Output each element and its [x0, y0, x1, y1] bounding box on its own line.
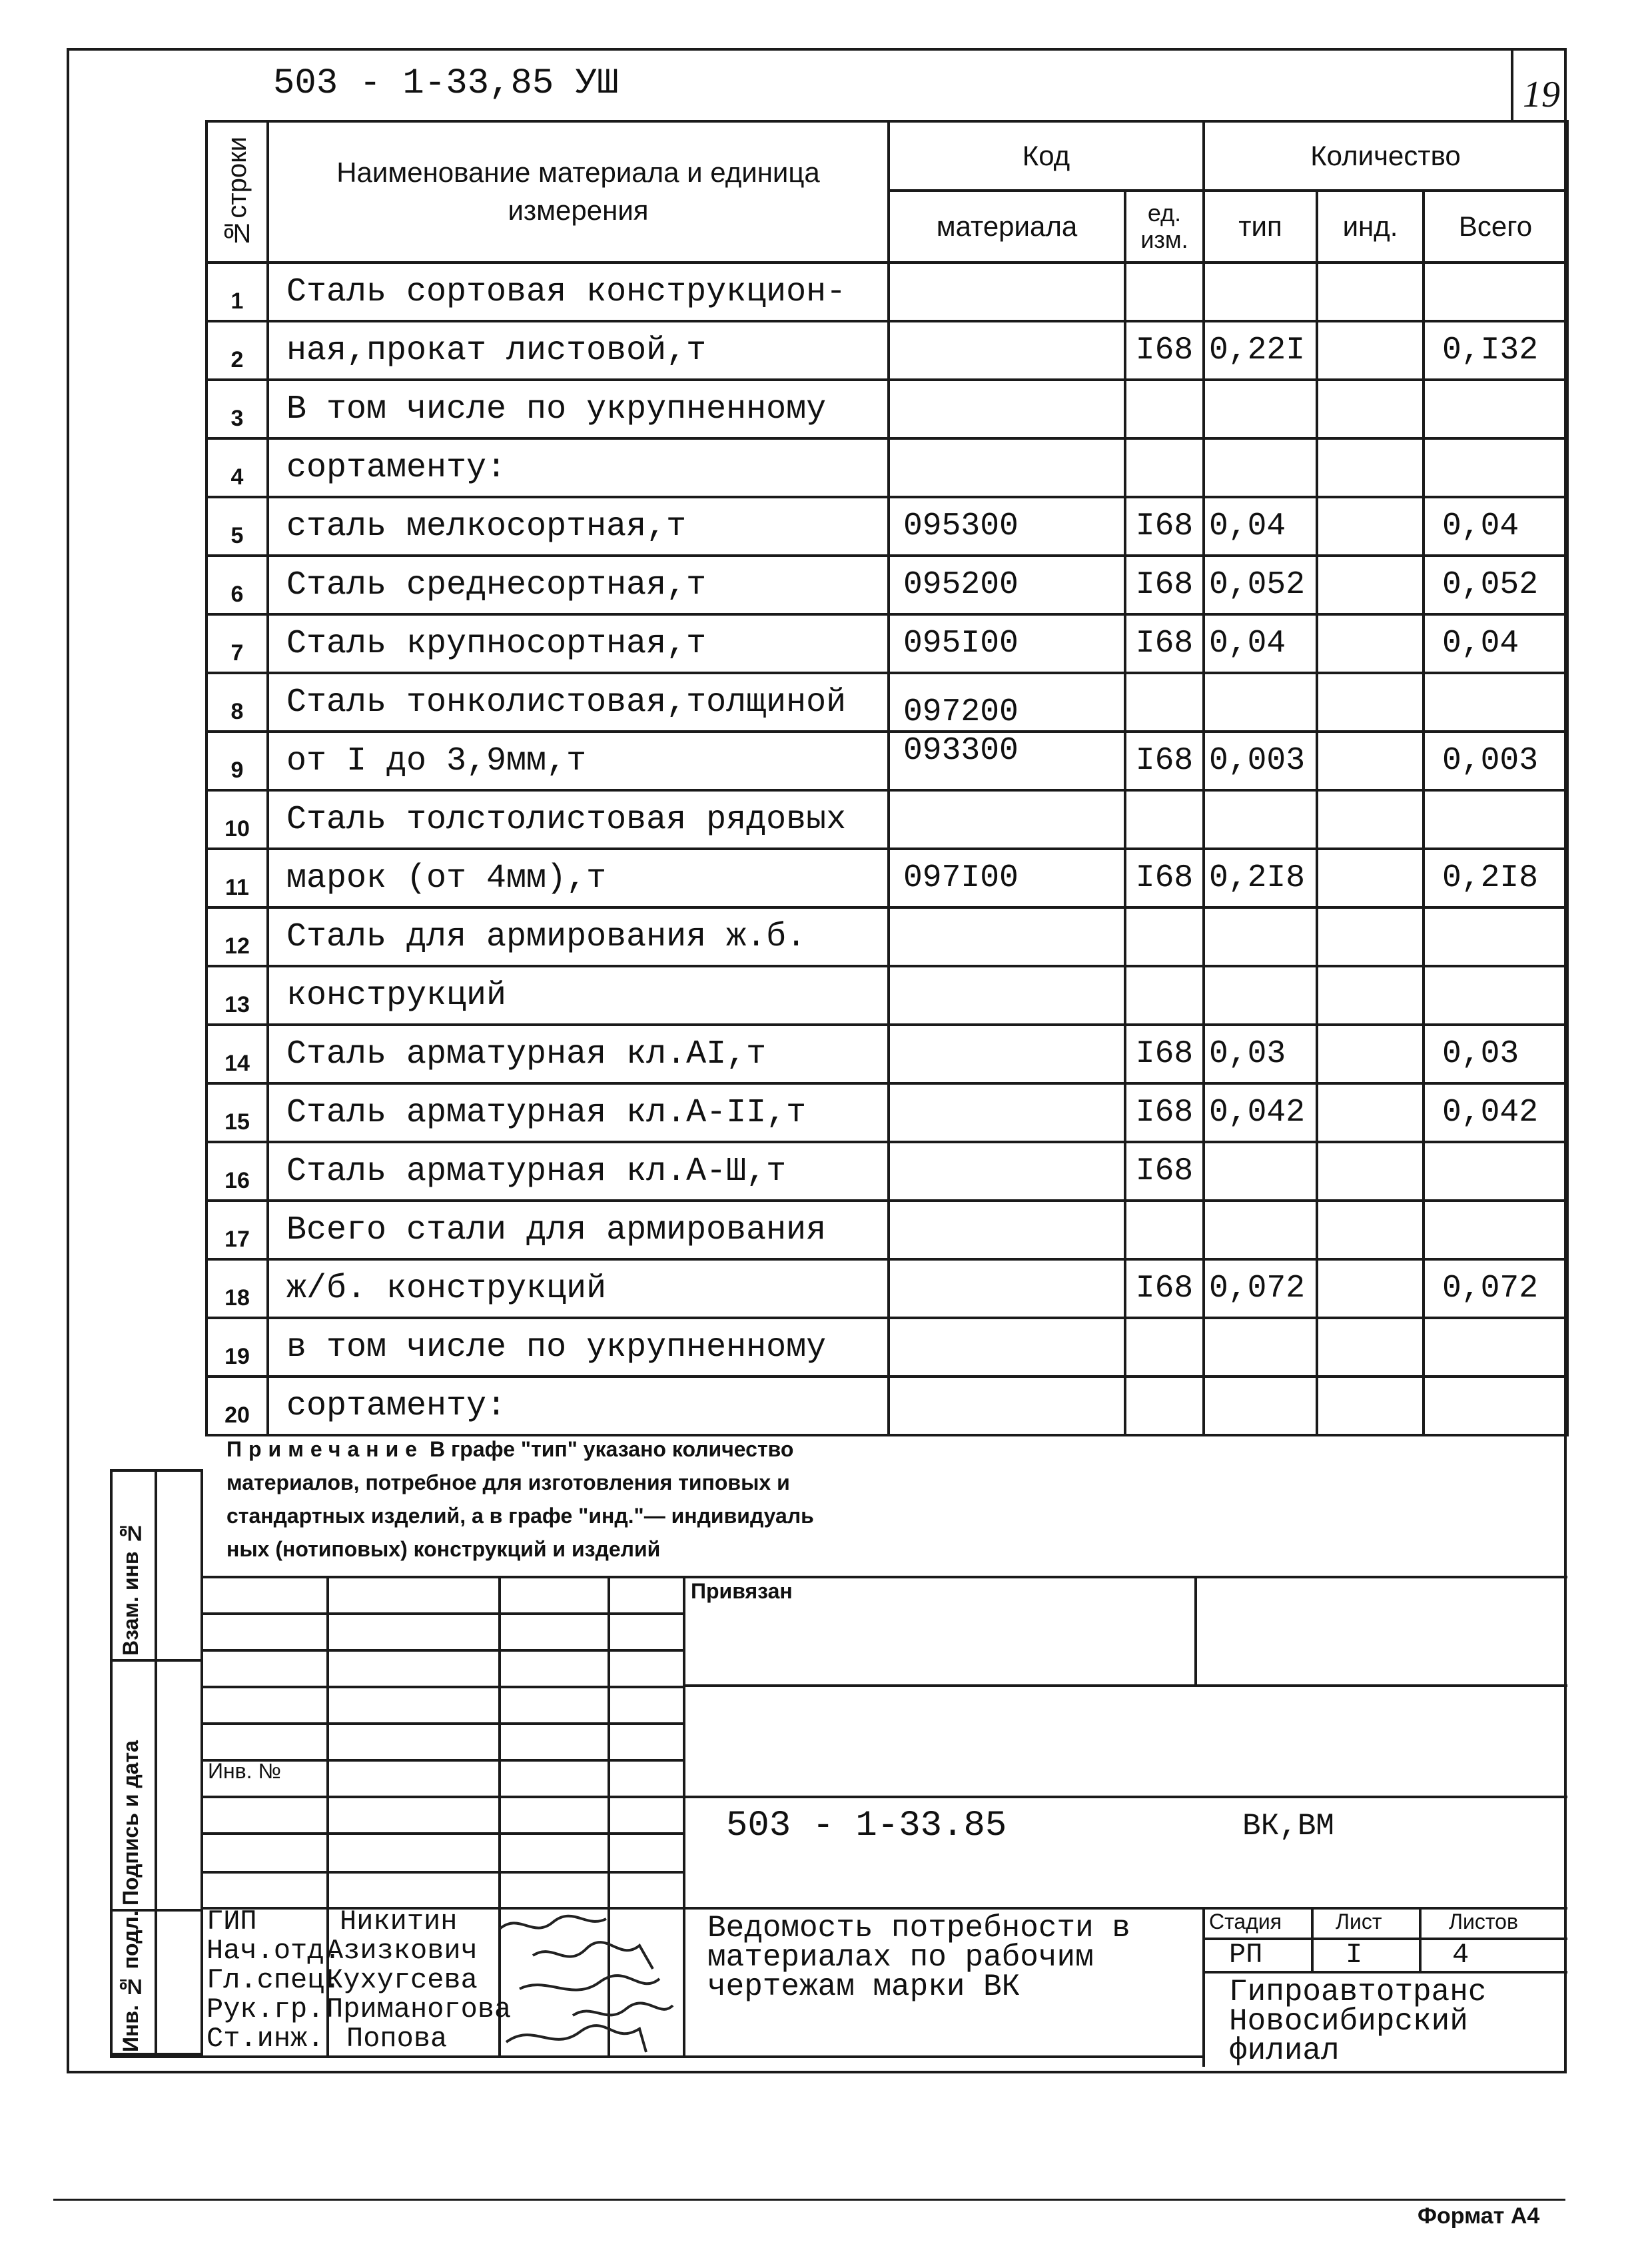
privyazan-label: Привязан	[691, 1579, 793, 1603]
material-code: 097200	[889, 673, 1125, 732]
table-row	[206, 1083, 1567, 1142]
material-name: ж/б. конструкций	[268, 1259, 889, 1318]
material-code: 093300	[889, 732, 1125, 790]
qty-type: 0,072	[1204, 1259, 1317, 1318]
qty-ind	[1317, 263, 1424, 321]
inv-no-label: Инв. №	[208, 1759, 281, 1783]
row-number: 7	[206, 614, 268, 673]
qty-total	[1424, 263, 1567, 321]
qty-ind	[1317, 790, 1424, 849]
unit-code: I68	[1125, 849, 1204, 907]
qty-type	[1204, 1318, 1317, 1377]
materials-table	[205, 120, 1569, 1436]
unit-code: I68	[1125, 497, 1204, 556]
table-row	[206, 614, 1567, 673]
title-doc-code: 503 - 1-33.85	[726, 1806, 1007, 1846]
qty-total	[1424, 380, 1567, 438]
signer-role-3: Гл.спец.	[206, 1964, 341, 1996]
table-row	[206, 1377, 1567, 1435]
header-code-material: материала	[889, 191, 1125, 263]
material-code	[889, 1259, 1125, 1318]
material-code	[889, 1142, 1125, 1201]
qty-total	[1424, 966, 1567, 1025]
qty-type: 0,04	[1204, 614, 1317, 673]
material-name: конструкций	[268, 966, 889, 1025]
side-label-vzam: Взам. инв №	[119, 1521, 143, 1656]
unit-code	[1125, 1201, 1204, 1259]
sheet-value: I	[1346, 1939, 1363, 1971]
title-marks: ВК,ВМ	[1242, 1809, 1335, 1844]
row-number: 10	[206, 790, 268, 849]
qty-ind	[1317, 673, 1424, 732]
table-row	[206, 732, 1567, 790]
sheets-label: Листов	[1449, 1910, 1518, 1934]
doc-title-line-1: Ведомость потребности в	[707, 1911, 1130, 1946]
signer-name-1: Никитин	[340, 1906, 458, 1938]
material-code	[889, 1377, 1125, 1435]
note-line-2: материалов, потребное для изготовления типовых и	[226, 1470, 790, 1494]
qty-ind	[1317, 1142, 1424, 1201]
tb-line	[203, 1796, 1567, 1798]
material-name: сортаменту:	[268, 1377, 889, 1435]
table-row	[206, 556, 1567, 614]
unit-code	[1125, 790, 1204, 849]
material-name: Сталь среднесортная,т	[268, 556, 889, 614]
qty-type: 0,22I	[1204, 321, 1317, 380]
table-row	[206, 1318, 1567, 1377]
qty-type	[1204, 380, 1317, 438]
material-code	[889, 966, 1125, 1025]
qty-type	[1204, 790, 1317, 849]
tb-line	[683, 1684, 1567, 1687]
header-code: Код	[889, 121, 1204, 191]
table-row	[206, 321, 1567, 380]
row-number: 3	[206, 380, 268, 438]
note-line-3: стандартных изделий, а в графе "инд."— индивидуаль	[226, 1504, 814, 1528]
qty-ind	[1317, 1201, 1424, 1259]
qty-total: 0,042	[1424, 1083, 1567, 1142]
qty-type	[1204, 263, 1317, 321]
row-number: 12	[206, 907, 268, 966]
table-row	[206, 1259, 1567, 1318]
unit-code	[1125, 673, 1204, 732]
qty-ind	[1317, 614, 1424, 673]
material-code	[889, 1318, 1125, 1377]
qty-type	[1204, 438, 1317, 497]
tb-line	[203, 1612, 683, 1615]
qty-total	[1424, 1201, 1567, 1259]
material-name: Сталь крупносортная,т	[268, 614, 889, 673]
row-number: 20	[206, 1377, 268, 1435]
qty-total	[1424, 673, 1567, 732]
material-code: 095200	[889, 556, 1125, 614]
qty-total	[1424, 1377, 1567, 1435]
side-label-inv-podl: Инв. № подл.	[119, 1910, 143, 2052]
material-name: сортаменту:	[268, 438, 889, 497]
row-number: 11	[206, 849, 268, 907]
table-row	[206, 966, 1567, 1025]
sheet-label: Лист	[1336, 1910, 1382, 1934]
qty-ind	[1317, 1259, 1424, 1318]
material-name: Сталь тонколистовая,толщиной	[268, 673, 889, 732]
tb-line	[203, 1722, 683, 1725]
qty-type: 0,04	[1204, 497, 1317, 556]
row-number: 14	[206, 1025, 268, 1083]
table-row	[206, 1142, 1567, 1201]
material-name: сталь мелкосортная,т	[268, 497, 889, 556]
note-line-4: ных (нотиповых) конструкций и изделий	[226, 1537, 661, 1561]
qty-ind	[1317, 1377, 1424, 1435]
qty-ind	[1317, 849, 1424, 907]
tb-bottom-line	[110, 2055, 1202, 2058]
qty-ind	[1317, 1025, 1424, 1083]
tb-line	[1202, 1907, 1205, 2067]
signer-role-1: ГИП	[206, 1906, 257, 1938]
unit-code: I68	[1125, 732, 1204, 790]
unit-code	[1125, 1318, 1204, 1377]
material-name: Сталь арматурная кл.А-II,т	[268, 1083, 889, 1142]
tb-line	[203, 1871, 683, 1874]
bottom-rule	[53, 2199, 1565, 2201]
table-row	[206, 497, 1567, 556]
unit-code	[1125, 1377, 1204, 1435]
org-line-2: Новосибирский	[1229, 2004, 1468, 2039]
signer-name-4: Приманогова	[326, 1993, 512, 2025]
unit-code	[1125, 380, 1204, 438]
row-number: 2	[206, 321, 268, 380]
qty-type	[1204, 1201, 1317, 1259]
unit-code: I68	[1125, 1142, 1204, 1201]
row-number: 18	[206, 1259, 268, 1318]
unit-code: I68	[1125, 1259, 1204, 1318]
material-name: в том числе по укрупненному	[268, 1318, 889, 1377]
signer-role-4: Рук.гр.	[206, 1993, 324, 2025]
side-label-podpis: Подпись и дата	[119, 1740, 143, 1906]
header-row-number: №строки	[206, 121, 268, 263]
table-row	[206, 263, 1567, 321]
qty-ind	[1317, 966, 1424, 1025]
stage-value: РП	[1229, 1939, 1263, 1971]
header-material-name: Наименование материала и единица измерения	[268, 121, 889, 263]
tb-line	[203, 1832, 683, 1835]
unit-code: I68	[1125, 614, 1204, 673]
sheets-value: 4	[1452, 1939, 1469, 1971]
table-row	[206, 438, 1567, 497]
row-number: 4	[206, 438, 268, 497]
qty-total	[1424, 907, 1567, 966]
qty-type	[1204, 907, 1317, 966]
material-code	[889, 380, 1125, 438]
org-line-3: филиал	[1229, 2033, 1340, 2068]
row-number: 1	[206, 263, 268, 321]
row-number: 6	[206, 556, 268, 614]
signer-role-5: Ст.инж.	[206, 2023, 324, 2055]
material-code: 097I00	[889, 849, 1125, 907]
row-number: 5	[206, 497, 268, 556]
note-block	[226, 1432, 814, 1566]
tb-line	[1202, 1971, 1567, 1973]
row-number: 13	[206, 966, 268, 1025]
qty-type: 0,03	[1204, 1025, 1317, 1083]
format-label: Формат А4	[1418, 2203, 1540, 2229]
tb-line	[1419, 1907, 1422, 1971]
unit-code: I68	[1125, 556, 1204, 614]
table-row	[206, 1201, 1567, 1259]
qty-type	[1204, 966, 1317, 1025]
table-row	[206, 907, 1567, 966]
header-qty-total: Всего	[1424, 191, 1567, 263]
header-qty-ind: инд.	[1317, 191, 1424, 263]
row-number: 8	[206, 673, 268, 732]
material-code	[889, 1025, 1125, 1083]
qty-type	[1204, 673, 1317, 732]
qty-ind	[1317, 438, 1424, 497]
table-row	[206, 849, 1567, 907]
tb-line	[203, 1686, 683, 1688]
unit-code: I68	[1125, 1025, 1204, 1083]
qty-ind	[1317, 732, 1424, 790]
tb-line	[203, 1576, 1567, 1578]
material-name: Сталь толстолистовая рядовых	[268, 790, 889, 849]
signer-name-2: Азизкович	[326, 1935, 478, 1967]
qty-total: 0,072	[1424, 1259, 1567, 1318]
header-qty-type: тип	[1204, 191, 1317, 263]
signer-role-2: Нач.отд.	[206, 1935, 341, 1967]
row-number: 19	[206, 1318, 268, 1377]
qty-ind	[1317, 1083, 1424, 1142]
unit-code: I68	[1125, 321, 1204, 380]
qty-total	[1424, 1142, 1567, 1201]
unit-code	[1125, 263, 1204, 321]
material-name: марок (от 4мм),т	[268, 849, 889, 907]
tb-line	[1311, 1907, 1314, 1971]
table-row	[206, 790, 1567, 849]
tb-line	[203, 1649, 683, 1652]
material-code	[889, 438, 1125, 497]
material-name: ная,прокат листовой,т	[268, 321, 889, 380]
unit-code	[1125, 438, 1204, 497]
qty-total	[1424, 438, 1567, 497]
header-doc-code: 503 - 1-33,85 УШ	[273, 63, 619, 104]
qty-total: 0,003	[1424, 732, 1567, 790]
qty-total: 0,2I8	[1424, 849, 1567, 907]
qty-ind	[1317, 907, 1424, 966]
qty-total: 0,03	[1424, 1025, 1567, 1083]
note-line-1: В графе "тип" указано количество	[424, 1437, 794, 1461]
stage-label: Стадия	[1209, 1910, 1282, 1934]
material-name: Сталь арматурная кл.А-Ш,т	[268, 1142, 889, 1201]
row-number: 17	[206, 1201, 268, 1259]
qty-ind	[1317, 556, 1424, 614]
qty-total: 0,04	[1424, 497, 1567, 556]
material-name: Всего стали для армирования	[268, 1201, 889, 1259]
row-number: 15	[206, 1083, 268, 1142]
qty-total	[1424, 790, 1567, 849]
org-line-1: Гипроавтотранс	[1229, 1975, 1487, 2009]
row-number: 9	[206, 732, 268, 790]
unit-code	[1125, 907, 1204, 966]
material-name: Сталь для армирования ж.б.	[268, 907, 889, 966]
unit-code	[1125, 966, 1204, 1025]
unit-code: I68	[1125, 1083, 1204, 1142]
qty-type: 0,2I8	[1204, 849, 1317, 907]
qty-type: 0,003	[1204, 732, 1317, 790]
table-row	[206, 1025, 1567, 1083]
material-name: Сталь арматурная кл.АI,т	[268, 1025, 889, 1083]
table-row	[206, 673, 1567, 732]
qty-type: 0,052	[1204, 556, 1317, 614]
material-name: от I до 3,9мм,т	[268, 732, 889, 790]
qty-total: 0,052	[1424, 556, 1567, 614]
doc-title-line-3: чертежам марки ВК	[707, 1969, 1021, 2004]
material-code	[889, 1201, 1125, 1259]
material-code	[889, 907, 1125, 966]
qty-ind	[1317, 497, 1424, 556]
material-code: 095I00	[889, 614, 1125, 673]
signer-name-3: Кухугсева	[326, 1964, 478, 1996]
doc-title-line-2: материалах по рабочим	[707, 1940, 1094, 1975]
header-quantity: Количество	[1204, 121, 1567, 191]
qty-type: 0,042	[1204, 1083, 1317, 1142]
signer-name-5: Попова	[346, 2023, 448, 2055]
qty-total	[1424, 1318, 1567, 1377]
qty-total: 0,I32	[1424, 321, 1567, 380]
qty-total: 0,04	[1424, 614, 1567, 673]
material-name: Сталь сортовая конструкцион-	[268, 263, 889, 321]
table-row	[206, 380, 1567, 438]
material-code	[889, 263, 1125, 321]
material-code	[889, 1083, 1125, 1142]
qty-ind	[1317, 1318, 1424, 1377]
material-code	[889, 321, 1125, 380]
tb-line	[1194, 1576, 1197, 1686]
material-code: 095300	[889, 497, 1125, 556]
signature-scribbles	[493, 1909, 686, 2055]
sheet-number: 19	[1523, 74, 1560, 115]
qty-ind	[1317, 321, 1424, 380]
note-label: Примечание	[226, 1437, 424, 1461]
row-number: 16	[206, 1142, 268, 1201]
qty-type	[1204, 1377, 1317, 1435]
qty-ind	[1317, 380, 1424, 438]
material-name: В том числе по укрупненному	[268, 380, 889, 438]
material-code	[889, 790, 1125, 849]
header-code-unit: ед. изм.	[1125, 191, 1204, 263]
qty-type	[1204, 1142, 1317, 1201]
